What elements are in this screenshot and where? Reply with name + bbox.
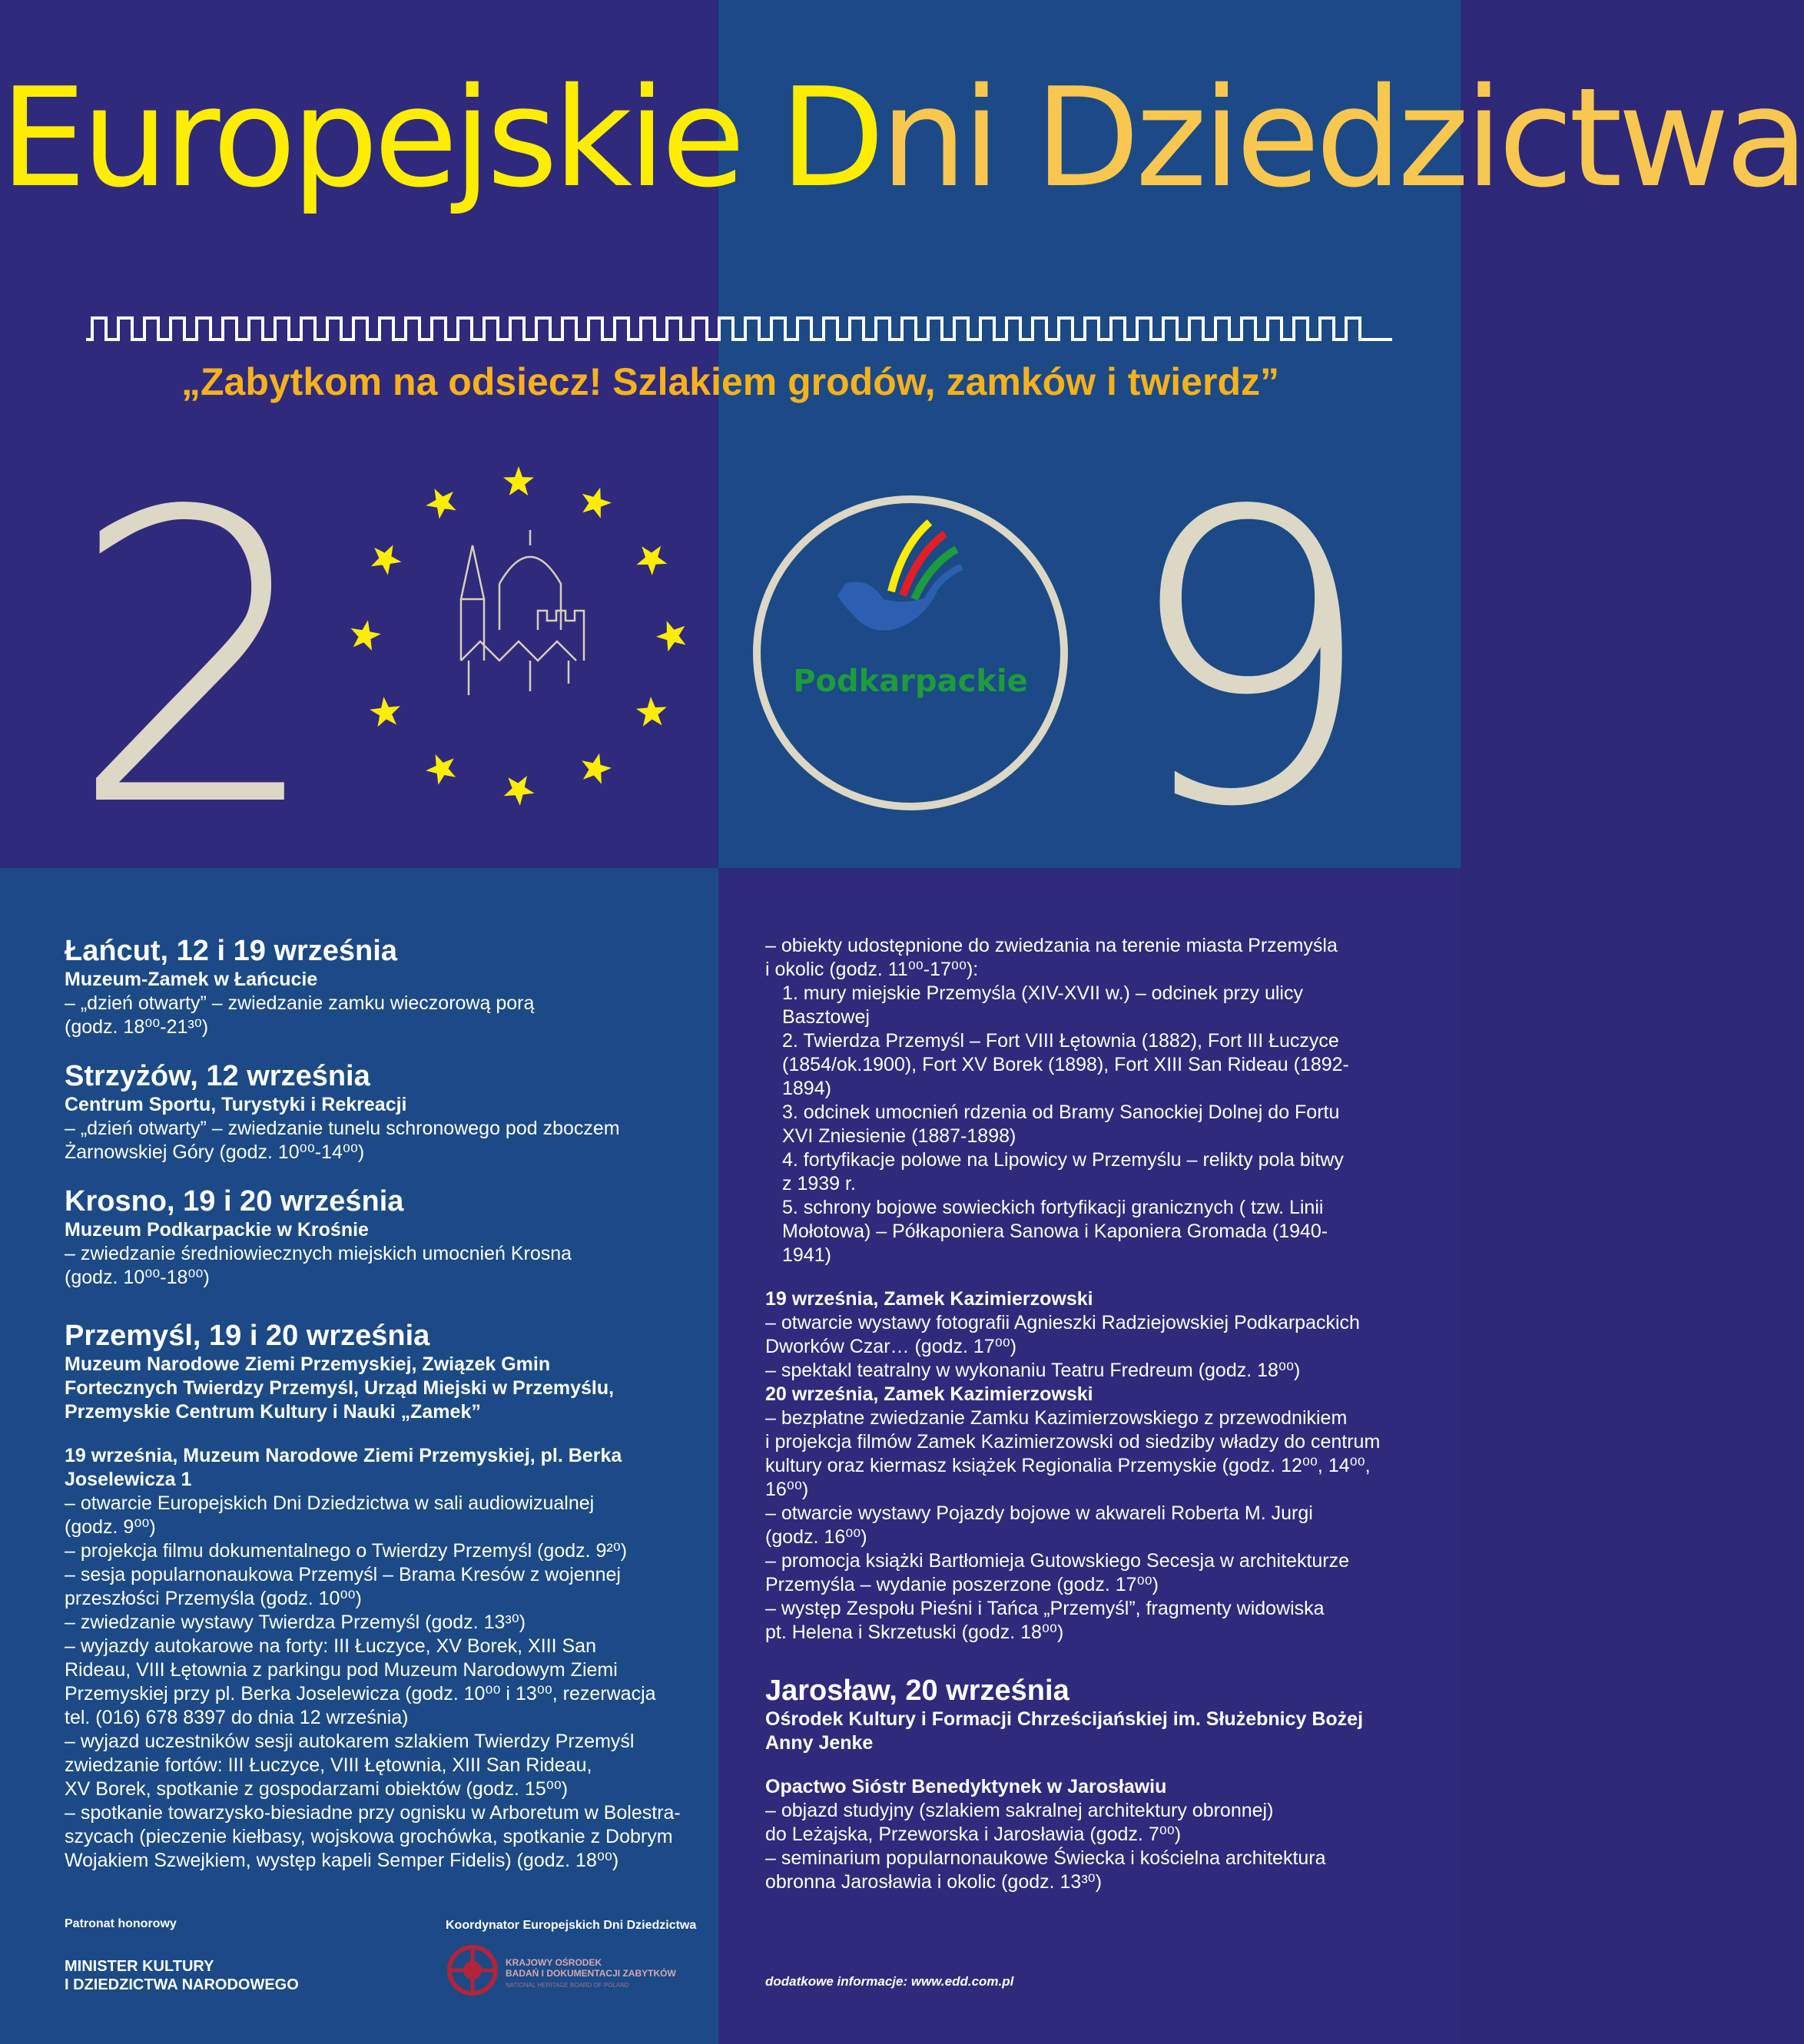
day20-item-line: i projekcja filmów Zamek Kazimierzowski od siedziby władzy do centrum <box>765 1431 1381 1453</box>
przemysl-item-line: – wyjazd uczestników sesji autokarem szlakiem Twierdzy Przemyśl <box>65 1731 635 1752</box>
podkarpackie-logo-text: Podkarpackie <box>793 664 1028 699</box>
object-line: (1854/ok.1900), Fort XV Borek (1898), Fort XIII San Rideau (1892- <box>782 1054 1349 1075</box>
day20-item-line: – otwarcie wystawy Pojazdy bojowe w akwareli Roberta M. Jurgi <box>765 1502 1313 1524</box>
object-line: 1894) <box>782 1078 831 1099</box>
przemysl-item-line: tel. (016) 678 8397 do dnia 12 września) <box>65 1707 409 1728</box>
kobidz-logo-icon <box>446 1943 499 1997</box>
przemysl-heading: Przemyśl, 19 i 20 września <box>65 1320 430 1352</box>
eu-star-icon <box>426 489 456 518</box>
lancut-line-2: (godz. 18⁰⁰-21³⁰) <box>65 1016 209 1038</box>
patronat-line-1: MINISTER KULTURY <box>65 1958 214 1975</box>
object-line: 1. mury miejskie Przemyśla (XIV-XVII w.) – odcinek przy ulicy <box>782 982 1303 1004</box>
koordynator-label: Koordynator Europejskich Dni Dziedzictwa <box>446 1919 697 1932</box>
przemysl-item-line: szycach (pieczenie kiełbasy, wojskowa grochówka, spotkanie z Dobrym <box>65 1826 673 1847</box>
patronat-label: Patronat honorowy <box>65 1917 177 1930</box>
strzyzow-line-1: – „dzień otwarty” – zwiedzanie tunelu schronowego pod zboczem <box>65 1118 620 1139</box>
object-line: Basztowej <box>782 1006 870 1028</box>
day20-item-line: kultury oraz kiermasz książek Regionalia Przemyskie (godz. 12⁰⁰, 14⁰⁰, <box>765 1455 1371 1476</box>
eu-stars-circle <box>351 466 686 806</box>
strzyzow-line-2: Żarnowskiej Góry (godz. 10⁰⁰-14⁰⁰) <box>65 1141 365 1163</box>
objects-intro-line: – obiekty udostępnione do zwiedzania na terenie miasta Przemyśla <box>765 935 1338 956</box>
patronat-line-2: I DZIEDZICTWA NARODOWEGO <box>65 1976 299 1993</box>
kobidz-line-2: BADAŃ I DOKUMENTACJI ZABYTKÓW <box>506 1968 676 1979</box>
day20-item-line: 16⁰⁰) <box>765 1479 809 1500</box>
day19-item-line: – spektakl teatralny w wykonaniu Teatru Fredreum (godz. 18⁰⁰) <box>765 1360 1301 1381</box>
day20-item-line: – występ Zespołu Pieśni i Tańca „Przemyśl”, fragmenty widowiska <box>765 1598 1325 1619</box>
przemysl-item-line: – spotkanie towarzysko-biesiadne przy ognisku w Arboretum w Bolestra- <box>65 1802 681 1824</box>
strzyzow-heading: Strzyżów, 12 września <box>65 1060 370 1092</box>
krosno-venue: Muzeum Podkarpackie w Krośnie <box>65 1219 369 1241</box>
lancut-venue: Muzeum-Zamek w Łańcucie <box>65 969 318 990</box>
year-digit-9: 9 <box>1122 428 1376 893</box>
day20-item-line: (godz. 16⁰⁰) <box>765 1526 867 1548</box>
eu-star-icon <box>582 488 612 518</box>
krosno-heading: Krosno, 19 i 20 września <box>65 1185 404 1217</box>
przemysl-venue-line: Muzeum Narodowe Ziemi Przemyskiej, Związek Gmin <box>65 1353 551 1375</box>
jaroslaw-item-line: do Leżajska, Przeworska i Jarosławia (godz. 7⁰⁰) <box>765 1824 1182 1845</box>
eu-star-icon <box>636 546 667 575</box>
krosno-line-1: – zwiedzanie średniowiecznych miejskich umocnień Krosna <box>65 1243 572 1264</box>
strzyzow-venue: Centrum Sportu, Turystyki i Rekreacji <box>65 1094 407 1115</box>
object-line: Mołotowa) – Półkaponiera Sanowa i Kaponiera Gromada (1940- <box>782 1221 1328 1242</box>
object-line: 4. fortyfikacje polowe na Lipowicy w Przemyślu – relikty pola bitwy <box>782 1149 1344 1171</box>
przemysl-item-line: Rideau, VIII Łętownia z parkingu pod Muzeum Narodowym Ziemi <box>65 1659 618 1681</box>
przemysl-item-line: zwiedzanie fortów: III Łuczyce, VIII Łętownia, XIII San Rideau, <box>65 1754 592 1776</box>
przemysl-item-line: – sesja popularnonaukowa Przemyśl – Brama Kresów z wojennej <box>65 1564 621 1585</box>
jaroslaw-item-line: – objazd studyjny (szlakiem sakralnej architektury obronnej) <box>765 1800 1274 1821</box>
kobidz-tagline: NATIONAL HERITAGE BOARD OF POLAND <box>506 1982 629 1989</box>
day20-item-line: – bezpłatne zwiedzanie Zamku Kazimierzowskiego z przewodnikiem <box>765 1407 1348 1429</box>
eu-star-icon <box>370 697 400 727</box>
przemysl-day-line: Joselewicza 1 <box>65 1469 192 1490</box>
eu-star-icon <box>426 754 456 785</box>
jaroslaw-item-line: obronna Jarosławia i okolic (godz. 13³⁰) <box>765 1871 1103 1893</box>
jaroslaw-venue-line: Anny Jenke <box>765 1732 874 1754</box>
day19-item-line: – otwarcie wystawy fotografii Agnieszki Radziejowskiej Podkarpackich <box>765 1312 1360 1333</box>
jaroslaw-venue-line: Ośrodek Kultury i Formacji Chrześcijańskiej im. Służebnicy Bożej <box>765 1708 1364 1730</box>
objects-intro-line: i okolic (godz. 11⁰⁰-17⁰⁰): <box>765 959 979 980</box>
poster-title <box>0 46 1804 230</box>
przemysl-venue-line: Przemyskie Centrum Kultury i Nauki „Zamek” <box>65 1401 481 1423</box>
castle-icon <box>461 530 584 695</box>
eu-star-icon <box>351 620 381 651</box>
przemysl-item-line: Wojakiem Szwejkiem, występ kapeli Semper Fidelis) (godz. 18⁰⁰) <box>65 1850 619 1871</box>
day20-item-line: – promocja książki Bartłomieja Gutowskiego Secesja w architekturze <box>765 1550 1350 1572</box>
day19-item-line: Dworków Czar… (godz. 17⁰⁰) <box>765 1336 1017 1357</box>
eu-star-icon <box>582 754 612 784</box>
jaroslaw-item-line: – seminarium popularnonaukowe Świecka i kościelna architektura <box>765 1847 1326 1869</box>
przemysl-item-line: – zwiedzanie wystawy Twierdza Przemyśl (godz. 13³⁰) <box>65 1612 526 1633</box>
przemysl-item-line: – projekcja filmu dokumentalnego o Twierdzy Przemyśl (godz. 9²⁰) <box>65 1540 628 1562</box>
kobidz-name <box>506 1957 736 1979</box>
lancut-line-1: – „dzień otwarty” – zwiedzanie zamku wieczorową porą <box>65 992 535 1014</box>
eu-star-icon <box>503 466 534 495</box>
kobidz-line-1: KRAJOWY OŚRODEK <box>506 1957 602 1968</box>
eu-star-icon <box>656 621 686 651</box>
object-line: 3. odcinek umocnień rdzenia od Bramy Sanockiej Dolnej do Fortu <box>782 1102 1340 1123</box>
przemysl-item-line: Przemyskiej przy pl. Berka Joselewicza (godz. 10⁰⁰ i 13⁰⁰, rezerwacja <box>65 1683 656 1704</box>
title-part-1: Europejskie D <box>0 58 880 217</box>
eu-star-icon <box>504 776 535 806</box>
year-digit-2: 2 <box>69 428 323 893</box>
additional-info: dodatkowe informacje: www.edd.com.pl <box>765 1974 1014 1989</box>
object-line: 2. Twierdza Przemyśl – Fort VIII Łętownia (1882), Fort III Łuczyce <box>782 1030 1339 1052</box>
object-line: XVI Zniesienie (1887-1898) <box>782 1125 1016 1147</box>
poster-subtitle: „Zabytkom na odsiecz! Szlakiem grodów, zamków i twierdz” <box>181 360 1279 403</box>
eu-star-icon <box>636 697 667 727</box>
krosno-line-2: (godz. 10⁰⁰-18⁰⁰) <box>65 1267 210 1288</box>
program-right-column <box>765 934 1414 1894</box>
przemysl-item-line: – otwarcie Europejskich Dni Dziedzictwa w sali audiowizualnej <box>65 1492 595 1514</box>
jaroslaw-heading: Jarosław, 20 września <box>765 1675 1069 1707</box>
przemysl-item-line: XV Borek, spotkanie z gospodarzami obiektów (godz. 15⁰⁰) <box>65 1778 569 1800</box>
eu-star-icon <box>371 545 402 575</box>
meander-ornament <box>86 309 1392 347</box>
jaroslaw-venue-2: Opactwo Sióstr Benedyktynek w Jarosławiu <box>765 1776 1167 1797</box>
day20-item-line: pt. Helena i Skrzetuski (godz. 18⁰⁰) <box>765 1622 1064 1643</box>
przemysl-item-line: – wyjazdy autokarowe na forty: III Łuczyce, XV Borek, XIII San <box>65 1635 596 1657</box>
day19-heading: 19 września, Zamek Kazimierzowski <box>765 1288 1093 1310</box>
przemysl-item-line: przeszłości Przemyśla (godz. 10⁰⁰) <box>65 1588 362 1609</box>
przemysl-item-line: (godz. 9⁰⁰) <box>65 1516 156 1538</box>
program-left-column <box>65 934 695 1873</box>
title-part-2: ni Dziedzictwa <box>880 58 1804 217</box>
object-line: 5. schrony bojowe sowieckich fortyfikacji granicznych ( tzw. Linii <box>782 1197 1324 1218</box>
day20-item-line: Przemyśla – wydanie poszerzone (godz. 17⁰⁰) <box>765 1574 1159 1595</box>
lancut-heading: Łańcut, 12 i 19 września <box>65 935 397 967</box>
przemysl-venue-line: Fortecznych Twierdzy Przemyśl, Urząd Miejski w Przemyślu, <box>65 1377 615 1399</box>
day20-heading: 20 września, Zamek Kazimierzowski <box>765 1383 1093 1405</box>
przemysl-day-line: 19 września, Muzeum Narodowe Ziemi Przemyskiej, pl. Berka <box>65 1445 622 1466</box>
object-line: z 1939 r. <box>782 1173 856 1194</box>
patronat-value <box>65 1957 410 1994</box>
object-line: 1941) <box>782 1244 831 1266</box>
year-graphic <box>0 428 1461 893</box>
